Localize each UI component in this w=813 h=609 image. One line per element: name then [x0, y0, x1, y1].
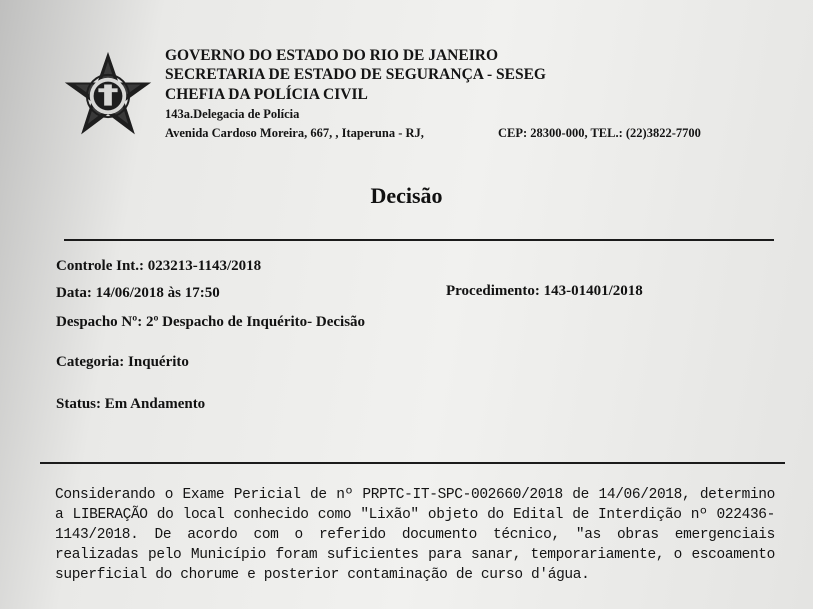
header-police-chief: CHEFIA DA POLÍCIA CIVIL: [165, 86, 368, 103]
header-secretariat: SECRETARIA DE ESTADO DE SEGURANÇA - SESEG: [165, 66, 546, 83]
field-despacho: Despacho Nº: 2º Despacho de Inquérito- Decisão: [56, 314, 366, 330]
document-title: Decisão: [370, 183, 443, 208]
field-controle: Controle Int.: 023213-1143/2018: [56, 258, 262, 274]
field-procedimento: Procedimento: 143-01401/2018: [446, 283, 643, 299]
bottom-divider: [40, 462, 785, 464]
header-precinct: 143a.Delegacia de Polícia: [165, 107, 300, 121]
top-divider: [64, 239, 774, 241]
field-categoria: Categoria: Inquérito: [56, 354, 189, 370]
header-contact: CEP: 28300-000, TEL.: (22)3822-7700: [498, 126, 701, 140]
decision-body: Considerando o Exame Pericial de nº PRPTC-IT-SPC-002660/2018 de 14/06/2018, determino a LIBERAÇÃO do local conhecido como "Lixão" objeto do Edital de Interdição nº 022436-1143/2018. De acordo com o referido documento técnico, "as obras emergenciais realizadas pelo Município foram suficientes para sanar, temporariamente, o escoamento superficial do chorume e posterior contaminação de curso d'água.: [55, 487, 775, 583]
header-address: Avenida Cardoso Moreira, 667, , Itaperuna - RJ,: [165, 126, 424, 140]
police-seal-icon: [60, 48, 156, 144]
header-government: GOVERNO DO ESTADO DO RIO DE JANEIRO: [165, 47, 499, 64]
field-data: Data: 14/06/2018 às 17:50: [56, 285, 220, 301]
field-status: Status: Em Andamento: [56, 396, 206, 412]
